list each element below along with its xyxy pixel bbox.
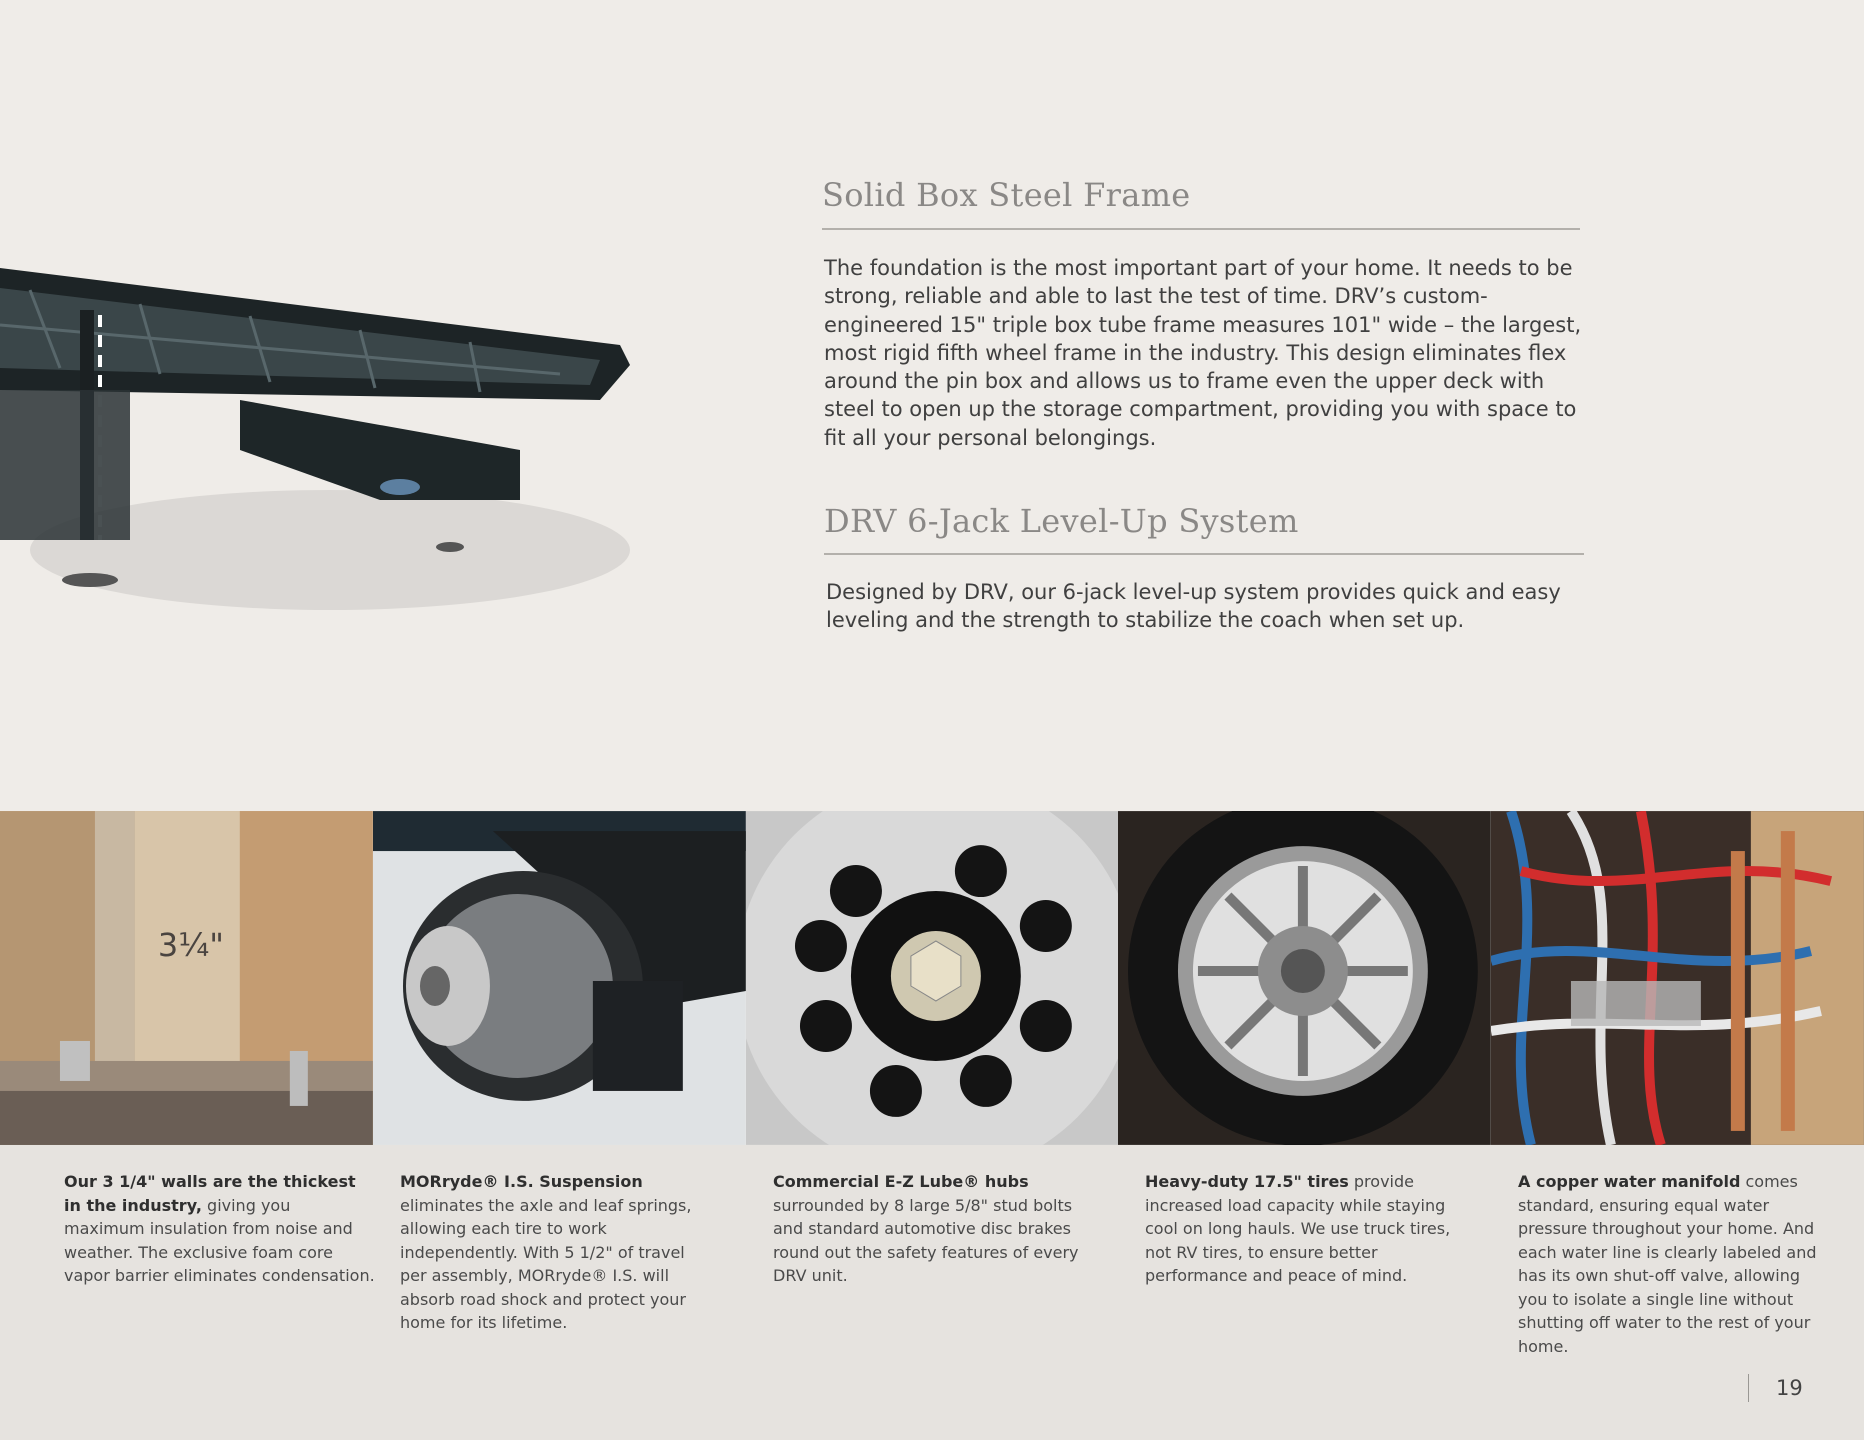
section-heading-frame: Solid Box Steel Frame xyxy=(822,176,1191,214)
caption-text: giving you maximum insulation from noise and weather. The exclusive foam core vapor barrier eliminates condensation. xyxy=(64,1195,375,1285)
caption-text: comes standard, ensuring equal water pressure throughout your home. And each water line is clearly labeled and has its own shut-off valve, allowing you to isolate a single line without shutting off water to the rest of your home. xyxy=(1518,1172,1817,1356)
steel-frame-image xyxy=(0,250,640,670)
feature-caption-suspension xyxy=(400,1170,712,1335)
caption-text: provide increased load capacity while staying cool on long hauls. We use truck tires, not RV tires, to ensure better performance and peace of mind. xyxy=(1145,1172,1451,1285)
caption-highlight: Our 3 1/4" walls are the thickest in the industry, xyxy=(64,1172,356,1215)
jack-description: Designed by DRV, our 6-jack level-up system provides quick and easy leveling and the strength to stabilize the coach when set up. xyxy=(826,580,1561,633)
caption-highlight: Heavy-duty 17.5" tires xyxy=(1145,1172,1349,1191)
heading-divider xyxy=(822,228,1580,230)
caption-highlight: A copper water manifold xyxy=(1518,1172,1741,1191)
page-number: 19 xyxy=(1776,1376,1803,1400)
frame-description: The foundation is the most important part of your home. It needs to be strong, reliable and able to last the test of time. DRV’s custom-engineered 15" triple box tube frame measures 101" wide – the largest, most rigid fifth wheel frame in the industry. This design eliminates flex around the pin box and allows us to frame even the upper deck with steel to open up the storage compartment, providing you with space to fit all your personal belongings. xyxy=(824,256,1582,450)
feature-caption-tires xyxy=(1145,1170,1457,1288)
hub-image xyxy=(746,811,1119,1145)
heading-divider xyxy=(824,553,1584,555)
feature-caption-hubs xyxy=(773,1170,1085,1288)
wall-thickness-label: 3¼" xyxy=(157,926,224,965)
feature-caption-walls xyxy=(64,1170,376,1288)
wall-cross-section-image xyxy=(0,811,373,1145)
feature-photo-strip xyxy=(0,811,1864,1145)
caption-highlight: Commercial E-Z Lube® hubs xyxy=(773,1172,1029,1191)
caption-text: eliminates the axle and leaf springs, allowing each tire to work independently. With 5 1/2" of travel per assembly, MORryde® I.S. will absorb road shock and protect your home for its lifetime. xyxy=(400,1195,692,1332)
section-heading-jack: DRV 6-Jack Level-Up System xyxy=(824,502,1299,540)
tire-image xyxy=(1118,811,1491,1145)
page-number-divider xyxy=(1748,1374,1749,1402)
caption-highlight: MORryde® I.S. Suspension xyxy=(400,1172,643,1191)
caption-text: surrounded by 8 large 5/8" stud bolts and standard automotive disc brakes round out the safety features of every DRV unit. xyxy=(773,1195,1079,1285)
suspension-image xyxy=(373,811,746,1145)
water-manifold-image xyxy=(1491,811,1864,1145)
feature-caption-manifold xyxy=(1518,1170,1828,1358)
